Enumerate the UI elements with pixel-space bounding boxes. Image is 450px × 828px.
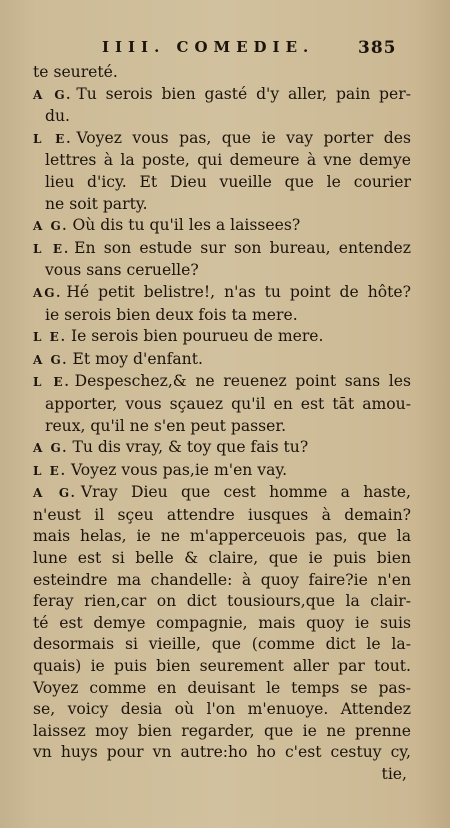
line-text: Voyez vous pas, que ie vay porter des (76, 128, 411, 147)
speaker-label: A G. (33, 352, 69, 367)
line-text: lune est si belle & claire, que ie puis bien (33, 549, 411, 568)
line-text: mais helas, ie ne m'apperceuois pas, que la (33, 527, 411, 546)
line-text: n'eust il sçeu attendre iusques à demain? (33, 505, 411, 524)
line-text: vn huys pour vn autre:ho ho c'est cestuy cy, (33, 743, 411, 762)
text-line (33, 282, 411, 305)
text-line (33, 634, 411, 656)
text-line (33, 482, 411, 505)
text-line (33, 699, 411, 721)
speaker-label: A G. (33, 87, 73, 102)
speaker-label: L E. (33, 463, 67, 478)
text-line (33, 84, 411, 107)
speaker-label: L E. (33, 131, 73, 146)
text-line (33, 613, 411, 635)
text-line (33, 305, 411, 327)
text-line (33, 326, 411, 349)
text-line (33, 591, 411, 613)
speaker-label: L E. (33, 241, 71, 256)
line-text: Hé petit belistre!, n'as tu point de hôte? (66, 282, 411, 301)
line-text: Tu dis vray, & toy que fais tu? (72, 438, 309, 457)
text-line (33, 437, 411, 460)
speaker-label: A G. (33, 441, 69, 456)
text-line (33, 238, 411, 261)
line-text: Tu serois bien gasté d'y aller, pain per- (76, 84, 411, 103)
text-line (33, 678, 411, 700)
text-line (33, 460, 411, 483)
text-line (33, 416, 411, 438)
line-text: Et moy d'enfant. (72, 349, 203, 368)
line-text: vous sans ceruelle? (45, 261, 199, 280)
running-title: IIII. COMEDIE. (102, 38, 315, 56)
speaker-label: A G. (33, 219, 69, 234)
line-text: reux, qu'il ne s'en peut passer. (45, 416, 287, 435)
line-text: Despeschez,& ne reuenez point sans les (74, 372, 411, 391)
text-line (33, 260, 411, 282)
text-line (33, 526, 411, 548)
line-text: se, voicy desia où l'on m'enuoye. Attendez (33, 700, 411, 719)
text-line (33, 194, 411, 216)
line-text: ne soit party. (45, 194, 148, 213)
line-text: laissez moy bien regarder, que ie ne prenne (33, 721, 411, 740)
speaker-label: L E. (33, 330, 67, 345)
text-line (33, 505, 411, 527)
text-line (33, 548, 411, 570)
text-line (33, 656, 411, 678)
dialogue-text (33, 62, 411, 786)
page-number: 385 (358, 38, 397, 58)
line-text: lettres à la poste, qui demeure à vne demye (45, 151, 411, 170)
text-line (33, 721, 411, 743)
text-line (33, 172, 411, 194)
line-text: Voyez vous pas,ie m'en vay. (70, 460, 288, 479)
line-text: ie serois bien deux fois ta mere. (45, 305, 298, 324)
line-text: Où dis tu qu'il les a laissees? (72, 216, 301, 235)
speaker-label: AG. (33, 285, 63, 300)
line-text: En son estude sur son bureau, entendez (74, 238, 411, 257)
line-text: té est demye compagnie, mais quoy ie suis (33, 613, 411, 632)
text-line (33, 215, 411, 238)
line-text: feray rien,car on dict tousiours,que la clair- (33, 592, 411, 611)
text-line (33, 150, 411, 172)
line-text: esteindre ma chandelle: à quoy faire?ie n'en (33, 570, 411, 589)
line-text: quais) ie puis bien seurement aller par tout. (33, 657, 411, 676)
line-text: Vray Dieu que cest homme a haste, (80, 483, 411, 502)
line-text: te seureté. (33, 63, 118, 81)
text-line (33, 570, 411, 592)
text-line (33, 106, 411, 128)
text-line (33, 742, 411, 764)
line-text: Voyez comme en deuisant le temps se pas- (33, 678, 411, 697)
text-line (33, 62, 411, 84)
line-text: lieu d'icy. Et Dieu vueille que le courier (45, 172, 411, 191)
catchword: tie, (381, 765, 407, 783)
text-line (33, 371, 411, 394)
line-text: desormais si vieille, que (comme dict le la- (33, 635, 411, 654)
speaker-label: L E. (33, 375, 71, 390)
line-text: Ie serois bien pourueu de mere. (70, 327, 324, 346)
speaker-label: A G. (33, 486, 77, 501)
text-line (33, 349, 411, 372)
line-text: du. (45, 107, 70, 126)
text-line (33, 394, 411, 416)
text-line (33, 128, 411, 151)
line-text: apporter, vous sçauez qu'il en est tāt amou- (45, 394, 411, 413)
